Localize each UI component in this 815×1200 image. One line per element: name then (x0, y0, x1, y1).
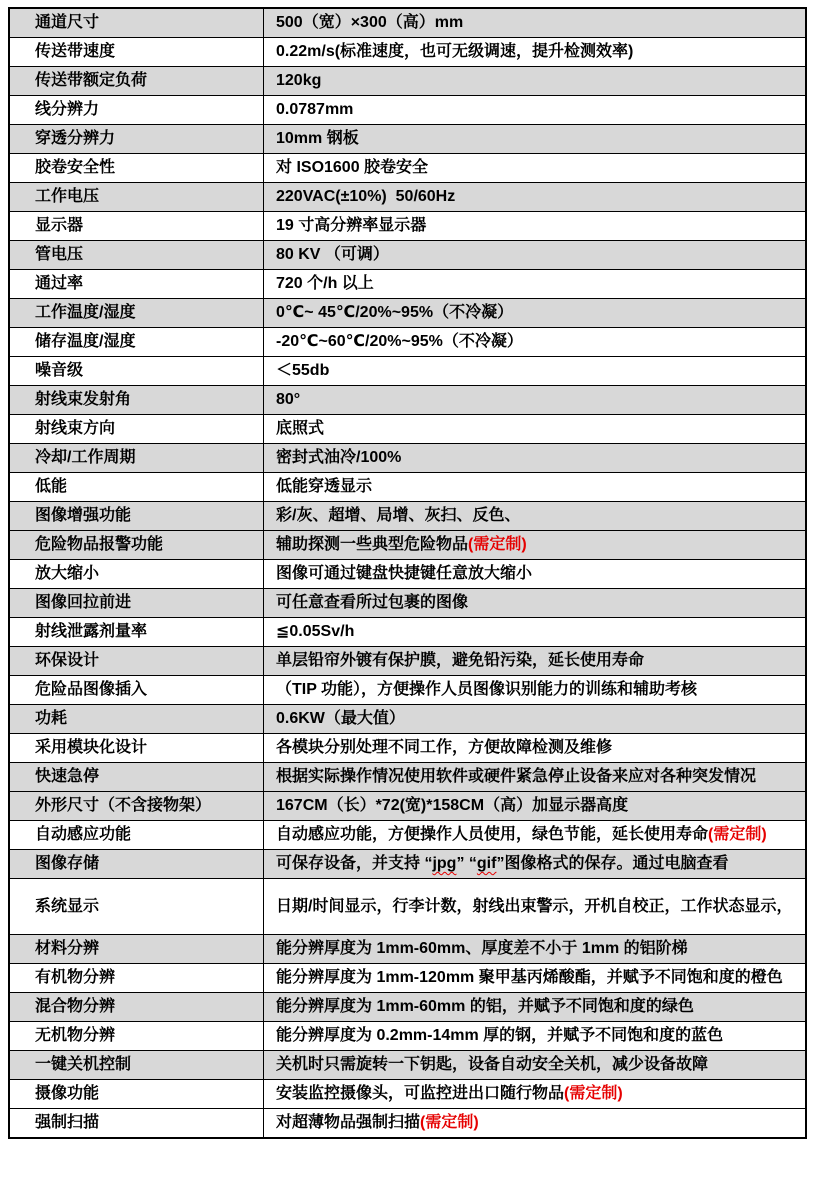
spec-label-cell: 管电压 (9, 241, 264, 270)
spec-label-cell: 射线束发射角 (9, 386, 264, 415)
spec-value-text: 关机时只需旋转一下钥匙，设备自动安全关机，减少设备故障 (276, 1056, 709, 1073)
spec-label-cell: 射线束方向 (9, 415, 264, 444)
table-row (9, 1080, 806, 1109)
table-row (9, 415, 806, 444)
spec-value-cell (264, 1109, 807, 1139)
table-row (9, 241, 806, 270)
table-row (9, 8, 806, 38)
spec-value-text: 底照式 (276, 420, 325, 437)
spec-label-cell: 噪音级 (9, 357, 264, 386)
spec-value-cell (264, 618, 807, 647)
spec-label-cell: 储存温度/湿度 (9, 328, 264, 357)
table-row (9, 444, 806, 473)
spellcheck-marked-word: gif (476, 855, 497, 872)
spec-value-text: 500（宽）×300（高）mm (276, 14, 464, 31)
table-row (9, 270, 806, 299)
spec-label-cell: 传送带额定负荷 (9, 67, 264, 96)
table-row (9, 1022, 806, 1051)
table-row (9, 125, 806, 154)
spec-value-cell (264, 560, 807, 589)
spec-value-text: 能分辨厚度为 1mm-120mm 聚甲基丙烯酸酯，并赋予不同饱和度的橙色 (276, 969, 783, 986)
spec-value-text: 根据实际操作情况使用软件或硬件紧急停止设备来应对各种突发情况 (276, 768, 757, 785)
spec-value-text: 80 KV （可调） (276, 246, 389, 263)
table-row (9, 67, 806, 96)
spec-value-cell (264, 125, 807, 154)
spec-value-text: 安装监控摄像头，可监控进出口随行物品 (276, 1085, 565, 1102)
spellcheck-marked-word: jpg (432, 855, 457, 872)
table-row (9, 473, 806, 502)
spec-value-text: 日期/时间显示，行李计数，射线出束警示，开机自校正，工作状态显示， (276, 897, 793, 915)
spec-label-cell: 采用模块化设计 (9, 734, 264, 763)
spec-label-cell: 通过率 (9, 270, 264, 299)
spec-value-text: 120kg (276, 72, 322, 89)
spec-value-text: 密封式油冷/100% (276, 449, 402, 466)
table-row (9, 1051, 806, 1080)
spec-value-cell (264, 444, 807, 473)
spec-label-cell: 材料分辨 (9, 935, 264, 964)
spec-value-cell (264, 647, 807, 676)
spec-label-cell: 功耗 (9, 705, 264, 734)
spec-value-cell (264, 705, 807, 734)
spec-label-cell: 外形尺寸（不含接物架） (9, 792, 264, 821)
spec-label-cell: 环保设计 (9, 647, 264, 676)
spec-value-cell (264, 993, 807, 1022)
spec-value-text: 可保存设备，并支持 “ (276, 855, 433, 872)
spec-value-text: 0℃~ 45℃/20%~95%（不冷凝） (276, 304, 514, 321)
table-row (9, 212, 806, 241)
custom-required-note: (需定制) (420, 1114, 479, 1131)
spec-value-cell (264, 850, 807, 879)
spec-value-cell (264, 96, 807, 125)
table-row (9, 560, 806, 589)
spec-value-cell (264, 212, 807, 241)
spec-value-cell (264, 1022, 807, 1051)
spec-value-text: 对 ISO1600 胶卷安全 (276, 159, 429, 176)
table-row (9, 676, 806, 705)
spec-value-cell (264, 357, 807, 386)
spec-value-text: 各模块分别处理不同工作，方便故障检测及维修 (276, 739, 613, 756)
spec-value-cell (264, 502, 807, 531)
table-row (9, 763, 806, 792)
spec-label-cell: 快速急停 (9, 763, 264, 792)
spec-label-cell: 工作电压 (9, 183, 264, 212)
spec-value-text: 图像可通过键盘快捷键任意放大缩小 (276, 565, 533, 582)
spec-value-text: 能分辨厚度为 1mm-60mm 的铝，并赋予不同饱和度的绿色 (276, 998, 694, 1015)
table-row (9, 734, 806, 763)
table-row (9, 299, 806, 328)
table-row (9, 502, 806, 531)
spec-value-text: 可任意查看所过包裹的图像 (276, 594, 469, 611)
spec-value-cell (264, 473, 807, 502)
table-row (9, 993, 806, 1022)
spec-value-text: 19 寸高分辨率显示器 (276, 217, 427, 234)
spec-label-cell: 图像存储 (9, 850, 264, 879)
custom-required-note: (需定制) (708, 826, 767, 843)
spec-value-text: 能分辨厚度为 0.2mm-14mm 厚的钢，并赋予不同饱和度的蓝色 (276, 1027, 724, 1044)
spec-value-text: 0.22m/s(标准速度，也可无级调速，提升检测效率) (276, 43, 634, 60)
table-row (9, 935, 806, 964)
spec-label-cell: 工作温度/湿度 (9, 299, 264, 328)
spec-label-cell: 传送带速度 (9, 38, 264, 67)
table-row (9, 386, 806, 415)
spec-label-cell: 一键关机控制 (9, 1051, 264, 1080)
table-row (9, 589, 806, 618)
spec-label-cell: 混合物分辨 (9, 993, 264, 1022)
spec-label-cell: 危险物品报警功能 (9, 531, 264, 560)
spec-label-cell: 通道尺寸 (9, 8, 264, 38)
spec-value-cell (264, 792, 807, 821)
spec-table-body (9, 8, 806, 1138)
spec-value-cell (264, 67, 807, 96)
spec-value-text: （TIP 功能），方便操作人员图像识别能力的训练和辅助考核 (276, 681, 698, 698)
spec-value-cell (264, 299, 807, 328)
table-row (9, 38, 806, 67)
spec-value-cell (264, 531, 807, 560)
spec-label-cell: 自动感应功能 (9, 821, 264, 850)
spec-value-text: 720 个/h 以上 (276, 275, 374, 292)
table-row (9, 850, 806, 879)
table-row (9, 647, 806, 676)
table-row (9, 618, 806, 647)
spec-value-cell (264, 821, 807, 850)
custom-required-note: (需定制) (564, 1085, 623, 1102)
spec-value-text: ” “ (456, 855, 477, 872)
spec-value-cell (264, 1080, 807, 1109)
spec-value-cell (264, 38, 807, 67)
table-row (9, 154, 806, 183)
spec-value-cell (264, 935, 807, 964)
spec-label-cell: 显示器 (9, 212, 264, 241)
spec-value-cell (264, 270, 807, 299)
spec-value-cell (264, 386, 807, 415)
spec-label-cell: 低能 (9, 473, 264, 502)
spec-value-cell (264, 964, 807, 993)
spec-value-cell (264, 328, 807, 357)
table-row (9, 328, 806, 357)
spec-value-cell (264, 734, 807, 763)
table-row (9, 357, 806, 386)
spec-value-text: 167CM（长）*72(宽)*158CM（高）加显示器高度 (276, 797, 629, 814)
spec-value-cell (264, 1051, 807, 1080)
spec-value-text: ＜55db (276, 362, 330, 379)
spec-value-text: 低能穿透显示 (276, 478, 373, 495)
table-row (9, 792, 806, 821)
spec-label-cell: 图像增强功能 (9, 502, 264, 531)
table-row (9, 96, 806, 125)
spec-value-text: ”图像格式的保存。通过电脑查看 (496, 855, 729, 872)
spec-label-cell: 放大缩小 (9, 560, 264, 589)
spec-label-cell: 冷却/工作周期 (9, 444, 264, 473)
table-row (9, 183, 806, 212)
table-row (9, 705, 806, 734)
spec-value-text: -20℃~60℃/20%~95%（不冷凝） (276, 333, 523, 350)
spec-label-cell: 无机物分辨 (9, 1022, 264, 1051)
spec-label-cell: 强制扫描 (9, 1109, 264, 1139)
spec-value-cell (264, 763, 807, 792)
spec-value-text: 0.0787mm (276, 101, 354, 118)
spec-value-cell (264, 415, 807, 444)
table-row (9, 879, 806, 935)
spec-value-text: 彩/灰、超增、局增、灰扫、反色、 (276, 507, 521, 524)
spec-value-cell (264, 154, 807, 183)
table-row (9, 1109, 806, 1139)
spec-value-text: 10mm 钢板 (276, 130, 359, 147)
table-row (9, 531, 806, 560)
spec-label-cell: 系统显示 (9, 879, 264, 935)
spec-value-text: 对超薄物品强制扫描 (276, 1114, 421, 1131)
spec-label-cell: 穿透分辨力 (9, 125, 264, 154)
table-row (9, 964, 806, 993)
spec-value-text: 单层铅帘外镀有保护膜，避免铅污染，延长使用寿命 (276, 652, 645, 669)
spec-label-cell: 图像回拉前进 (9, 589, 264, 618)
spec-value-text: 自动感应功能，方便操作人员使用，绿色节能，延长使用寿命 (276, 826, 709, 843)
spec-value-text: 辅助探测一些典型危险物品 (276, 536, 469, 553)
spec-label-cell: 线分辨力 (9, 96, 264, 125)
spec-value-text: 220VAC(±10%) 50/60Hz (276, 188, 456, 205)
spec-label-cell: 射线泄露剂量率 (9, 618, 264, 647)
spec-value-cell (264, 879, 807, 935)
spec-table (8, 7, 807, 1139)
spec-value-text: 能分辨厚度为 1mm-60mm、厚度差不小于 1mm 的铝阶梯 (276, 940, 688, 957)
spec-label-cell: 有机物分辨 (9, 964, 264, 993)
spec-value-text: 0.6KW（最大值） (276, 710, 405, 727)
spec-label-cell: 危险品图像插入 (9, 676, 264, 705)
custom-required-note: (需定制) (468, 536, 527, 553)
spec-value-cell (264, 676, 807, 705)
spec-value-cell (264, 183, 807, 212)
spec-label-cell: 胶卷安全性 (9, 154, 264, 183)
spec-value-cell (264, 8, 807, 38)
table-row (9, 821, 806, 850)
spec-label-cell: 摄像功能 (9, 1080, 264, 1109)
spec-value-cell (264, 241, 807, 270)
spec-value-text: ≦0.05Sv/h (276, 623, 355, 640)
spec-value-cell (264, 589, 807, 618)
spec-value-text: 80° (276, 391, 301, 408)
